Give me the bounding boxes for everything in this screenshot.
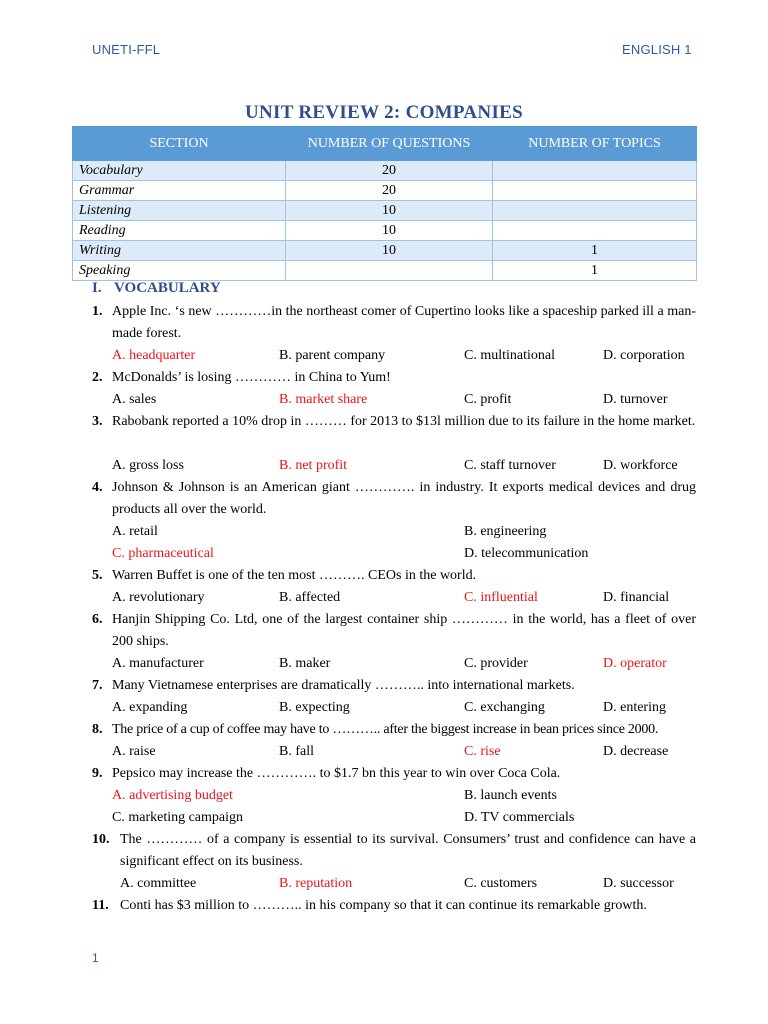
table-cell-topics: [493, 201, 697, 221]
option-a[interactable]: A. expanding: [112, 700, 188, 715]
option-d[interactable]: D. TV commercials: [464, 810, 575, 825]
table-cell-topics: [493, 181, 697, 201]
question-stem: Rabobank reported a 10% drop in ……… for 2013 to $13l million due to its failure in the home market.: [112, 414, 696, 429]
question-number: 11.: [92, 898, 109, 913]
table-cell-topics: [493, 221, 697, 241]
option-a[interactable]: A. headquarter: [112, 348, 196, 363]
table-header-topics: NUMBER OF TOPICS: [493, 127, 697, 161]
option-b[interactable]: B. market share: [279, 392, 368, 407]
option-c[interactable]: C. pharmaceutical: [112, 546, 214, 561]
question-2: [92, 367, 696, 389]
option-d[interactable]: D. corporation: [603, 348, 685, 363]
option-a[interactable]: A. revolutionary: [112, 590, 205, 605]
question-number: 1.: [92, 304, 103, 319]
option-b[interactable]: B. expecting: [279, 700, 350, 715]
question-11: [92, 895, 696, 917]
question-stem: The price of a cup of coffee may have to ……….. after the biggest increase in bean prices since 2000.: [112, 722, 659, 737]
option-a[interactable]: A. committee: [120, 876, 197, 891]
table-cell-questions: [286, 261, 493, 281]
page-title: UNIT REVIEW 2: COMPANIES: [245, 102, 523, 123]
table-cell-section: Grammar: [73, 181, 286, 201]
option-b[interactable]: B. affected: [279, 590, 341, 605]
question-number: 3.: [92, 414, 103, 429]
question-4-options-row1: [112, 521, 752, 543]
table-cell-questions: 20: [286, 161, 493, 181]
table-header-section: SECTION: [73, 127, 286, 161]
option-c[interactable]: C. profit: [464, 392, 512, 407]
table-row: [73, 181, 697, 201]
header-right-text: ENGLISH 1: [622, 42, 692, 57]
option-c[interactable]: C. provider: [464, 656, 528, 671]
option-d[interactable]: D. telecommunication: [464, 546, 589, 561]
summary-table: [72, 126, 697, 281]
question-5-options: [112, 587, 752, 609]
table-cell-questions: 10: [286, 201, 493, 221]
question-stem: Many Vietnamese enterprises are dramatically ……….. into international markets.: [112, 678, 575, 693]
question-9-options-row2: [112, 807, 752, 829]
table-row: [73, 221, 697, 241]
table-cell-section: Listening: [73, 201, 286, 221]
question-3: [92, 411, 696, 433]
question-2-options: [112, 389, 752, 411]
question-5: [92, 565, 696, 587]
option-d[interactable]: D. workforce: [603, 458, 678, 473]
table-header-row: [73, 127, 697, 161]
option-d[interactable]: D. decrease: [603, 744, 669, 759]
table-cell-section: Speaking: [73, 261, 286, 281]
header-left-text: UNETI-FFL: [92, 42, 161, 57]
table-cell-topics: 1: [493, 261, 697, 281]
question-stem: Hanjin Shipping Co. Ltd, one of the largest container ship ………… in the world, has a fleet of over 200 ships.: [112, 612, 696, 649]
question-number: 7.: [92, 678, 103, 693]
question-stem: Pepsico may increase the …………. to $1.7 bn this year to win over Coca Cola.: [112, 766, 561, 781]
option-d[interactable]: D. entering: [603, 700, 666, 715]
question-number: 8.: [92, 722, 103, 737]
question-9-options-row1: [112, 785, 752, 807]
question-6-options: [112, 653, 752, 675]
table-header-questions: NUMBER OF QUESTIONS: [286, 127, 493, 161]
option-d[interactable]: D. financial: [603, 590, 670, 605]
question-1-options: [112, 345, 752, 367]
table-row: [73, 161, 697, 181]
table-cell-topics: 1: [493, 241, 697, 261]
table-row: [73, 201, 697, 221]
question-stem: Apple Inc. ‘s new …………in the northeast comer of Cupertino looks like a spaceship parked ill a man-made forest.: [112, 304, 696, 341]
question-stem: The ………… of a company is essential to its survival. Consumers’ trust and confidence can have a significant effect on its business.: [120, 832, 696, 869]
option-a[interactable]: A. raise: [112, 744, 156, 759]
table-cell-section: Reading: [73, 221, 286, 241]
question-3-options: [112, 455, 752, 477]
question-7: [92, 675, 696, 697]
option-d[interactable]: D. successor: [603, 876, 674, 891]
option-c[interactable]: C. influential: [464, 590, 538, 605]
option-a[interactable]: A. gross loss: [112, 458, 184, 473]
option-b[interactable]: B. parent company: [279, 348, 386, 363]
question-number: 2.: [92, 370, 103, 385]
question-stem: Conti has $3 million to ……….. in his company so that it can continue its remarkable growth.: [120, 898, 647, 913]
question-4: [92, 477, 696, 521]
option-b[interactable]: B. reputation: [279, 876, 353, 891]
question-number: 6.: [92, 612, 103, 627]
question-number: 10.: [92, 832, 110, 847]
option-c[interactable]: C. customers: [464, 876, 538, 891]
option-b[interactable]: B. engineering: [464, 524, 547, 539]
option-d[interactable]: D. operator: [603, 656, 667, 671]
option-b[interactable]: B. launch events: [464, 788, 557, 803]
question-stem: McDonalds’ is losing ………… in China to Yum!: [112, 370, 391, 385]
table-row: [73, 261, 697, 281]
table-cell-section: Writing: [73, 241, 286, 261]
option-c[interactable]: C. marketing campaign: [112, 810, 244, 825]
option-c[interactable]: C. exchanging: [464, 700, 545, 715]
question-6: [92, 609, 696, 653]
option-a[interactable]: A. sales: [112, 392, 157, 407]
option-b[interactable]: B. fall: [279, 744, 314, 759]
table-cell-questions: 10: [286, 221, 493, 241]
question-9: [92, 763, 696, 785]
section-heading-vocabulary: [92, 280, 221, 297]
question-10-options: [120, 873, 760, 895]
option-c[interactable]: C. staff turnover: [464, 458, 556, 473]
question-8: [92, 719, 752, 741]
question-7-options: [112, 697, 752, 719]
option-d[interactable]: D. turnover: [603, 392, 668, 407]
question-number: 4.: [92, 480, 103, 495]
option-b[interactable]: B. net profit: [279, 458, 348, 473]
option-b[interactable]: B. maker: [279, 656, 331, 671]
option-a[interactable]: A. retail: [112, 524, 158, 539]
section-title: VOCABULARY: [114, 280, 221, 296]
question-10: [92, 829, 696, 873]
option-a[interactable]: A. advertising budget: [112, 788, 233, 803]
table-cell-section: Vocabulary: [73, 161, 286, 181]
table-cell-questions: 10: [286, 241, 493, 261]
table-row: [73, 241, 697, 261]
question-stem: Johnson & Johnson is an American giant …………. in industry. It exports medical devices and drug products all over the world.: [112, 480, 696, 517]
option-c[interactable]: C. rise: [464, 744, 501, 759]
question-8-options: [112, 741, 752, 763]
table-cell-questions: 20: [286, 181, 493, 201]
question-stem: Warren Buffet is one of the ten most ………. CEOs in the world.: [112, 568, 477, 583]
page-number: 1: [92, 951, 99, 965]
question-4-options-row2: [112, 543, 752, 565]
question-number: 5.: [92, 568, 103, 583]
question-number: 9.: [92, 766, 103, 781]
section-number: I.: [92, 280, 102, 296]
option-a[interactable]: A. manufacturer: [112, 656, 204, 671]
option-c[interactable]: C. multinational: [464, 348, 555, 363]
question-1: [92, 301, 696, 345]
table-cell-topics: [493, 161, 697, 181]
